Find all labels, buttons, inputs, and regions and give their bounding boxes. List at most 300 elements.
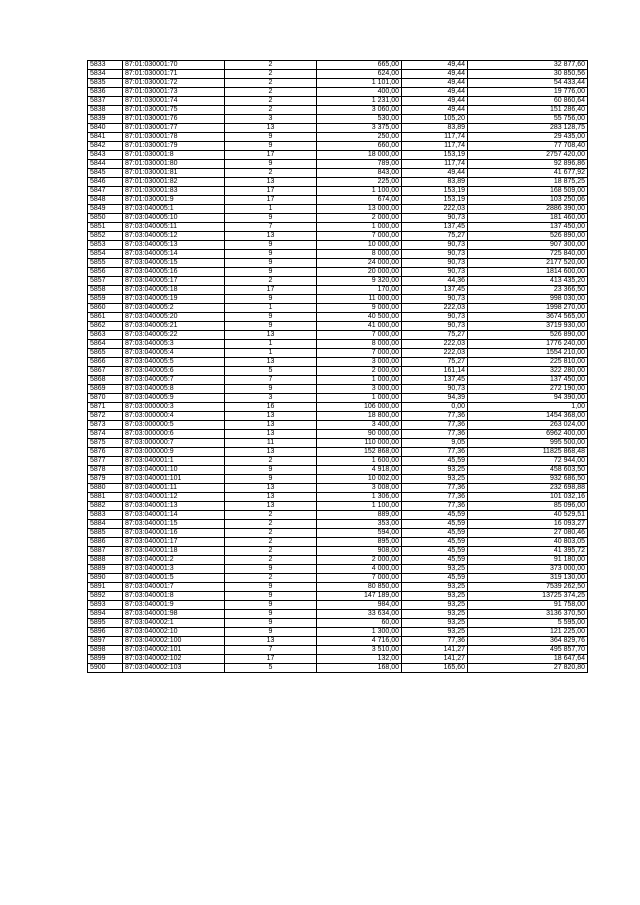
row-number-cell: 5837: [88, 97, 123, 106]
row-number-cell: 5840: [88, 124, 123, 133]
value-cell: 27 080,46: [468, 529, 588, 538]
table-row: [88, 655, 588, 664]
value-cell: 225 810,00: [468, 358, 588, 367]
value-cell: 92 896,86: [468, 160, 588, 169]
value-cell: 41 677,92: [468, 169, 588, 178]
data-table: [87, 60, 588, 673]
cadastral-number-cell: 87:03:040005:9: [123, 394, 225, 403]
cadastral-number-cell: 87:03:000000:6: [123, 430, 225, 439]
value-cell: 319 130,00: [468, 574, 588, 583]
category-cell: 9: [225, 583, 317, 592]
rate-cell: 45,59: [402, 547, 468, 556]
cadastral-number-cell: 87:03:040001:101: [123, 475, 225, 484]
table-row: [88, 403, 588, 412]
table-row: [88, 367, 588, 376]
area-cell: 665,00: [317, 61, 402, 70]
area-cell: 170,00: [317, 286, 402, 295]
area-cell: 147 189,00: [317, 592, 402, 601]
rate-cell: 45,59: [402, 574, 468, 583]
category-cell: 2: [225, 520, 317, 529]
cadastral-number-cell: 87:03:040005:7: [123, 376, 225, 385]
table-row: [88, 205, 588, 214]
category-cell: 9: [225, 322, 317, 331]
rate-cell: 77,36: [402, 493, 468, 502]
area-cell: 789,00: [317, 160, 402, 169]
cadastral-number-cell: 87:03:040002:1: [123, 619, 225, 628]
area-cell: 530,00: [317, 115, 402, 124]
row-number-cell: 5851: [88, 223, 123, 232]
area-cell: 624,00: [317, 70, 402, 79]
area-cell: 1 600,00: [317, 457, 402, 466]
value-cell: 60 860,64: [468, 97, 588, 106]
row-number-cell: 5836: [88, 88, 123, 97]
value-cell: 2886 390,00: [468, 205, 588, 214]
table-row: [88, 124, 588, 133]
cadastral-number-cell: 87:01:030001:81: [123, 169, 225, 178]
table-row: [88, 583, 588, 592]
cadastral-number-cell: 87:01:030001:82: [123, 178, 225, 187]
area-cell: 7 000,00: [317, 232, 402, 241]
value-cell: 995 500,00: [468, 439, 588, 448]
category-cell: 17: [225, 286, 317, 295]
value-cell: 6962 400,00: [468, 430, 588, 439]
cadastral-number-cell: 87:03:040005:21: [123, 322, 225, 331]
value-cell: 30 850,56: [468, 70, 588, 79]
area-cell: 168,00: [317, 664, 402, 673]
area-cell: 8 000,00: [317, 340, 402, 349]
cadastral-number-cell: 87:03:040002:103: [123, 664, 225, 673]
table-row: [88, 133, 588, 142]
area-cell: 80 850,00: [317, 583, 402, 592]
area-cell: 9 000,00: [317, 304, 402, 313]
cadastral-number-cell: 87:03:040001:10: [123, 466, 225, 475]
area-cell: 7 000,00: [317, 331, 402, 340]
cadastral-number-cell: 87:01:030001:9: [123, 196, 225, 205]
row-number-cell: 5860: [88, 304, 123, 313]
area-cell: 2 000,00: [317, 556, 402, 565]
category-cell: 13: [225, 124, 317, 133]
rate-cell: 77,36: [402, 448, 468, 457]
rate-cell: 9,05: [402, 439, 468, 448]
cadastral-number-cell: 87:03:000000:5: [123, 421, 225, 430]
row-number-cell: 5886: [88, 538, 123, 547]
table-row: [88, 232, 588, 241]
value-cell: 1,00: [468, 403, 588, 412]
area-cell: 3 060,00: [317, 106, 402, 115]
category-cell: 2: [225, 79, 317, 88]
row-number-cell: 5877: [88, 457, 123, 466]
area-cell: 1 100,00: [317, 502, 402, 511]
area-cell: 4 000,00: [317, 565, 402, 574]
category-cell: 7: [225, 223, 317, 232]
rate-cell: 83,89: [402, 178, 468, 187]
row-number-cell: 5864: [88, 340, 123, 349]
table-row: [88, 457, 588, 466]
rate-cell: 93,25: [402, 610, 468, 619]
value-cell: 11825 868,48: [468, 448, 588, 457]
cadastral-number-cell: 87:01:030001:80: [123, 160, 225, 169]
category-cell: 11: [225, 439, 317, 448]
row-number-cell: 5853: [88, 241, 123, 250]
cadastral-number-cell: 87:03:040001:16: [123, 529, 225, 538]
table-row: [88, 484, 588, 493]
rate-cell: 93,25: [402, 628, 468, 637]
cadastral-number-cell: 87:03:040005:20: [123, 313, 225, 322]
area-cell: 41 000,00: [317, 322, 402, 331]
value-cell: 85 096,00: [468, 502, 588, 511]
cadastral-number-cell: 87:03:040005:17: [123, 277, 225, 286]
area-cell: 13 000,00: [317, 205, 402, 214]
table-row: [88, 385, 588, 394]
row-number-cell: 5845: [88, 169, 123, 178]
value-cell: 2757 420,00: [468, 151, 588, 160]
rate-cell: 222,03: [402, 349, 468, 358]
value-cell: 725 840,00: [468, 250, 588, 259]
category-cell: 17: [225, 151, 317, 160]
row-number-cell: 5868: [88, 376, 123, 385]
area-cell: 7 000,00: [317, 574, 402, 583]
cadastral-number-cell: 87:03:040001:9: [123, 601, 225, 610]
cadastral-number-cell: 87:03:040002:102: [123, 655, 225, 664]
category-cell: 9: [225, 214, 317, 223]
rate-cell: 77,36: [402, 421, 468, 430]
rate-cell: 45,59: [402, 511, 468, 520]
area-cell: 1 000,00: [317, 223, 402, 232]
table-row: [88, 241, 588, 250]
rate-cell: 77,36: [402, 502, 468, 511]
category-cell: 1: [225, 349, 317, 358]
value-cell: 526 890,00: [468, 232, 588, 241]
row-number-cell: 5854: [88, 250, 123, 259]
area-cell: 18 000,00: [317, 151, 402, 160]
cadastral-number-cell: 87:03:040001:12: [123, 493, 225, 502]
value-cell: 526 890,00: [468, 331, 588, 340]
area-cell: 674,00: [317, 196, 402, 205]
area-cell: 4 918,00: [317, 466, 402, 475]
table-row: [88, 520, 588, 529]
row-number-cell: 5850: [88, 214, 123, 223]
row-number-cell: 5869: [88, 385, 123, 394]
row-number-cell: 5879: [88, 475, 123, 484]
row-number-cell: 5849: [88, 205, 123, 214]
rate-cell: 49,44: [402, 88, 468, 97]
area-cell: 843,00: [317, 169, 402, 178]
cadastral-number-cell: 87:03:040001:98: [123, 610, 225, 619]
value-cell: 77 708,40: [468, 142, 588, 151]
row-number-cell: 5865: [88, 349, 123, 358]
cadastral-number-cell: 87:01:030001:79: [123, 142, 225, 151]
table-row: [88, 412, 588, 421]
area-cell: 1 000,00: [317, 376, 402, 385]
row-number-cell: 5855: [88, 259, 123, 268]
table-row: [88, 331, 588, 340]
cadastral-number-cell: 87:03:040001:7: [123, 583, 225, 592]
rate-cell: 165,60: [402, 664, 468, 673]
area-cell: 106 000,00: [317, 403, 402, 412]
table-row: [88, 88, 588, 97]
rate-cell: 153,19: [402, 187, 468, 196]
category-cell: 9: [225, 142, 317, 151]
value-cell: 3136 370,50: [468, 610, 588, 619]
cadastral-number-cell: 87:03:000000:9: [123, 448, 225, 457]
category-cell: 1: [225, 340, 317, 349]
rate-cell: 222,03: [402, 304, 468, 313]
rate-cell: 75,27: [402, 232, 468, 241]
rate-cell: 77,36: [402, 637, 468, 646]
rate-cell: 93,25: [402, 619, 468, 628]
row-number-cell: 5838: [88, 106, 123, 115]
cadastral-number-cell: 87:03:040005:10: [123, 214, 225, 223]
table-row: [88, 574, 588, 583]
value-cell: 27 820,80: [468, 664, 588, 673]
area-cell: 11 000,00: [317, 295, 402, 304]
row-number-cell: 5863: [88, 331, 123, 340]
value-cell: 54 433,44: [468, 79, 588, 88]
value-cell: 94 390,00: [468, 394, 588, 403]
cadastral-number-cell: 87:01:030001:72: [123, 79, 225, 88]
value-cell: 121 225,00: [468, 628, 588, 637]
table-row: [88, 286, 588, 295]
row-number-cell: 5833: [88, 61, 123, 70]
rate-cell: 222,03: [402, 205, 468, 214]
row-number-cell: 5899: [88, 655, 123, 664]
area-cell: 8 000,00: [317, 250, 402, 259]
table-row: [88, 466, 588, 475]
rate-cell: 90,73: [402, 214, 468, 223]
area-cell: 90 000,00: [317, 430, 402, 439]
category-cell: 3: [225, 394, 317, 403]
area-cell: 1 100,00: [317, 187, 402, 196]
rate-cell: 49,44: [402, 61, 468, 70]
rate-cell: 0,00: [402, 403, 468, 412]
table-row: [88, 493, 588, 502]
value-cell: 1776 240,00: [468, 340, 588, 349]
category-cell: 9: [225, 268, 317, 277]
area-cell: 3 000,00: [317, 385, 402, 394]
cadastral-number-cell: 87:01:030001:74: [123, 97, 225, 106]
value-cell: 3674 565,00: [468, 313, 588, 322]
row-number-cell: 5884: [88, 520, 123, 529]
table-row: [88, 592, 588, 601]
cadastral-number-cell: 87:03:040005:12: [123, 232, 225, 241]
rate-cell: 93,25: [402, 583, 468, 592]
row-number-cell: 5892: [88, 592, 123, 601]
area-cell: 400,00: [317, 88, 402, 97]
category-cell: 9: [225, 259, 317, 268]
cadastral-number-cell: 87:03:000000:4: [123, 412, 225, 421]
row-number-cell: 5843: [88, 151, 123, 160]
table-row: [88, 421, 588, 430]
cadastral-number-cell: 87:03:040005:13: [123, 241, 225, 250]
value-cell: 322 280,00: [468, 367, 588, 376]
value-cell: 458 603,50: [468, 466, 588, 475]
value-cell: 413 435,20: [468, 277, 588, 286]
category-cell: 9: [225, 295, 317, 304]
value-cell: 1814 600,00: [468, 268, 588, 277]
rate-cell: 90,73: [402, 385, 468, 394]
cadastral-number-cell: 87:03:040001:8: [123, 592, 225, 601]
value-cell: 55 756,00: [468, 115, 588, 124]
rate-cell: 137,45: [402, 376, 468, 385]
rate-cell: 90,73: [402, 268, 468, 277]
category-cell: 2: [225, 529, 317, 538]
table-row: [88, 295, 588, 304]
category-cell: 9: [225, 628, 317, 637]
category-cell: 2: [225, 538, 317, 547]
area-cell: 4 716,00: [317, 637, 402, 646]
table-row: [88, 115, 588, 124]
value-cell: 495 857,70: [468, 646, 588, 655]
area-cell: 660,00: [317, 142, 402, 151]
category-cell: 2: [225, 70, 317, 79]
category-cell: 17: [225, 196, 317, 205]
value-cell: 168 509,00: [468, 187, 588, 196]
area-cell: 10 002,00: [317, 475, 402, 484]
area-cell: 152 868,00: [317, 448, 402, 457]
value-cell: 32 877,60: [468, 61, 588, 70]
rate-cell: 90,73: [402, 313, 468, 322]
category-cell: 9: [225, 133, 317, 142]
table-row: [88, 529, 588, 538]
row-number-cell: 5848: [88, 196, 123, 205]
area-cell: 1 231,00: [317, 97, 402, 106]
rate-cell: 44,36: [402, 277, 468, 286]
cadastral-number-cell: 87:03:040005:5: [123, 358, 225, 367]
value-cell: 151 286,40: [468, 106, 588, 115]
category-cell: 16: [225, 403, 317, 412]
value-cell: 181 460,00: [468, 214, 588, 223]
row-number-cell: 5883: [88, 511, 123, 520]
value-cell: 932 686,50: [468, 475, 588, 484]
cadastral-number-cell: 87:01:030001:78: [123, 133, 225, 142]
rate-cell: 93,25: [402, 565, 468, 574]
table-row: [88, 223, 588, 232]
table-row: [88, 646, 588, 655]
cadastral-number-cell: 87:01:030001:8: [123, 151, 225, 160]
table-row: [88, 187, 588, 196]
rate-cell: 93,25: [402, 592, 468, 601]
category-cell: 1: [225, 205, 317, 214]
table-row: [88, 430, 588, 439]
cadastral-number-cell: 87:03:040002:101: [123, 646, 225, 655]
row-number-cell: 5870: [88, 394, 123, 403]
value-cell: 18 875,25: [468, 178, 588, 187]
table-row: [88, 538, 588, 547]
row-number-cell: 5882: [88, 502, 123, 511]
category-cell: 9: [225, 601, 317, 610]
value-cell: 998 030,00: [468, 295, 588, 304]
category-cell: 3: [225, 115, 317, 124]
row-number-cell: 5856: [88, 268, 123, 277]
cadastral-number-cell: 87:03:040005:14: [123, 250, 225, 259]
area-cell: 1 300,00: [317, 628, 402, 637]
category-cell: 9: [225, 619, 317, 628]
cadastral-number-cell: 87:01:030001:83: [123, 187, 225, 196]
category-cell: 13: [225, 331, 317, 340]
category-cell: 2: [225, 61, 317, 70]
table-row: [88, 394, 588, 403]
rate-cell: 77,36: [402, 412, 468, 421]
cadastral-number-cell: 87:03:040005:18: [123, 286, 225, 295]
cadastral-number-cell: 87:03:000000:3: [123, 403, 225, 412]
category-cell: 2: [225, 574, 317, 583]
cadastral-number-cell: 87:03:040001:11: [123, 484, 225, 493]
rate-cell: 153,19: [402, 151, 468, 160]
row-number-cell: 5839: [88, 115, 123, 124]
category-cell: 2: [225, 106, 317, 115]
category-cell: 13: [225, 178, 317, 187]
cadastral-number-cell: 87:03:040001:14: [123, 511, 225, 520]
area-cell: 250,00: [317, 133, 402, 142]
rate-cell: 45,59: [402, 529, 468, 538]
area-cell: 2 000,00: [317, 214, 402, 223]
area-cell: 7 000,00: [317, 349, 402, 358]
rate-cell: 137,45: [402, 223, 468, 232]
area-cell: 132,00: [317, 655, 402, 664]
category-cell: 1: [225, 304, 317, 313]
table-row: [88, 502, 588, 511]
table-row: [88, 151, 588, 160]
area-cell: 110 000,00: [317, 439, 402, 448]
table-row: [88, 547, 588, 556]
cadastral-number-cell: 87:03:040002:100: [123, 637, 225, 646]
row-number-cell: 5888: [88, 556, 123, 565]
row-number-cell: 5881: [88, 493, 123, 502]
category-cell: 13: [225, 484, 317, 493]
table-row: [88, 565, 588, 574]
area-cell: 10 000,00: [317, 241, 402, 250]
category-cell: 13: [225, 637, 317, 646]
area-cell: 3 000,00: [317, 358, 402, 367]
row-number-cell: 5846: [88, 178, 123, 187]
cadastral-number-cell: 87:03:040001:15: [123, 520, 225, 529]
row-number-cell: 5842: [88, 142, 123, 151]
table-row: [88, 79, 588, 88]
area-cell: 1 306,00: [317, 493, 402, 502]
table-row: [88, 259, 588, 268]
area-cell: 1 101,00: [317, 79, 402, 88]
row-number-cell: 5875: [88, 439, 123, 448]
value-cell: 907 300,00: [468, 241, 588, 250]
row-number-cell: 5897: [88, 637, 123, 646]
area-cell: 2 000,00: [317, 367, 402, 376]
row-number-cell: 5834: [88, 70, 123, 79]
table-body: [88, 61, 588, 673]
table-row: [88, 637, 588, 646]
rate-cell: 90,73: [402, 241, 468, 250]
rate-cell: 45,59: [402, 556, 468, 565]
value-cell: 13725 374,25: [468, 592, 588, 601]
cadastral-number-cell: 87:03:040005:3: [123, 340, 225, 349]
rate-cell: 222,03: [402, 340, 468, 349]
rate-cell: 105,20: [402, 115, 468, 124]
cadastral-number-cell: 87:03:040002:10: [123, 628, 225, 637]
table-row: [88, 178, 588, 187]
rate-cell: 45,59: [402, 457, 468, 466]
value-cell: 29 435,00: [468, 133, 588, 142]
category-cell: 9: [225, 250, 317, 259]
value-cell: 137 450,00: [468, 223, 588, 232]
cadastral-number-cell: 87:03:040001:18: [123, 547, 225, 556]
area-cell: 225,00: [317, 178, 402, 187]
value-cell: 1554 210,00: [468, 349, 588, 358]
value-cell: 101 032,16: [468, 493, 588, 502]
rate-cell: 93,25: [402, 466, 468, 475]
category-cell: 9: [225, 160, 317, 169]
row-number-cell: 5867: [88, 367, 123, 376]
category-cell: 13: [225, 421, 317, 430]
value-cell: 91 758,00: [468, 601, 588, 610]
